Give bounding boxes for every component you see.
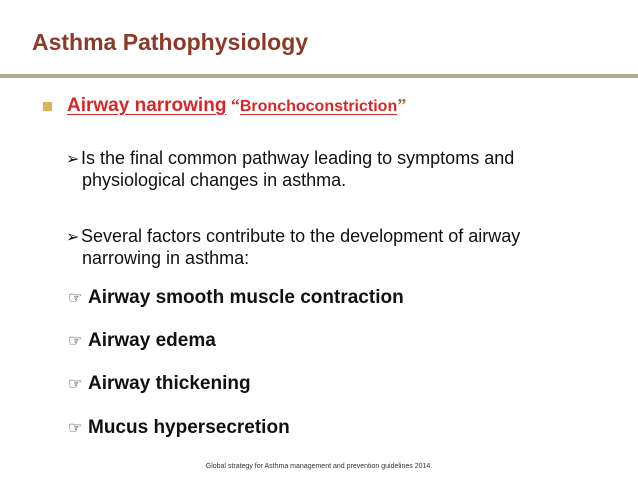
pointing-hand-icon: ☞	[68, 376, 83, 393]
square-bullet-icon	[43, 102, 52, 111]
list-item-label: Airway smooth muscle contraction	[88, 287, 404, 308]
paragraph-final-pathway	[66, 148, 626, 191]
heading-main: Airway narrowing	[67, 95, 227, 116]
source-footnote: Global strategy for Asthma management and prevention guidelines 2014.	[205, 463, 433, 470]
paragraph-line1: Is the final common pathway leading to symptoms and	[81, 148, 515, 168]
arrow-bullet-icon: ➢	[66, 229, 80, 246]
list-item	[68, 373, 251, 395]
list-item	[68, 417, 290, 439]
paragraph-line2: narrowing in asthma:	[82, 248, 250, 268]
heading-open-quote: “	[230, 95, 240, 115]
heading-close-quote: ”	[397, 95, 407, 115]
pointing-hand-icon: ☞	[68, 290, 83, 307]
title-divider	[0, 74, 638, 78]
list-item-label: Mucus hypersecretion	[88, 417, 290, 438]
heading-sub: Bronchoconstriction	[239, 98, 398, 115]
list-item	[68, 330, 216, 352]
paragraph-contributing-factors	[66, 226, 626, 269]
list-item-label: Airway edema	[88, 330, 216, 351]
arrow-bullet-icon: ➢	[66, 151, 80, 168]
list-item	[68, 287, 404, 309]
pointing-hand-icon: ☞	[68, 420, 83, 437]
paragraph-line1: Several factors contribute to the development of airway	[81, 226, 521, 246]
list-item-label: Airway thickening	[88, 373, 251, 394]
section-heading	[67, 95, 406, 117]
paragraph-line2: physiological changes in asthma.	[82, 170, 347, 190]
slide-title: Asthma Pathophysiology	[32, 29, 309, 55]
pointing-hand-icon: ☞	[68, 333, 83, 350]
